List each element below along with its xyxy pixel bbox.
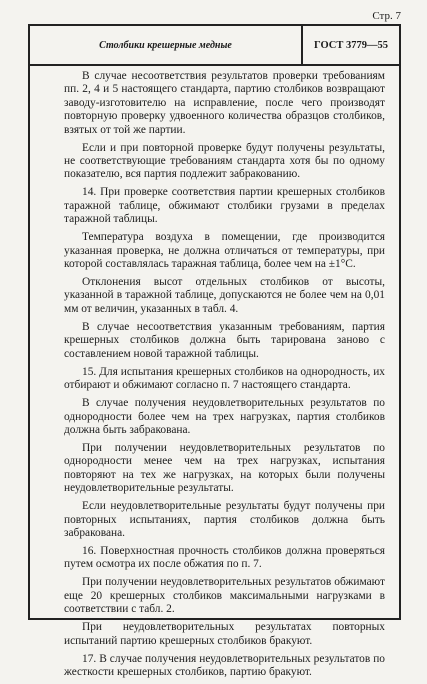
page-number: Стр. 7 [372,10,401,22]
paragraph: 14. При проверке соответствия партии крешерных столбиков таражной таблице, обжимают столбики грузами в пределах таражной таблицы. [64,186,385,226]
body-text [64,70,385,684]
paragraph: Температура воздуха в помещении, где производится указанная проверка, не должна отличаться от температуры, при которой составлялась таражная таблица, более чем на ±1°C. [64,231,385,271]
paragraph: 15. Для испытания крешерных столбиков на однородность, их отбирают и обжимают согласно п. 7 настоящего стандарта. [64,365,385,392]
paragraph: Если и при повторной проверке будут получены результаты, не соответствующие требованиям стандарта хотя бы по одному показателю, вся партия подлежит забракованию. [64,141,385,181]
paragraph: 16. Поверхностная прочность столбиков должна проверяться путем осмотра их после обжатия по п. 7. [64,544,385,571]
paragraph: В случае получения неудовлетворительных результатов по однородности более чем на трех нагрузках, партия столбиков должна быть забракована. [64,397,385,436]
header-title: Столбики крешерные медные [30,26,303,64]
paragraph: В случае несоответствия результатов проверки требованиям пп. 2, 4 и 5 настоящего стандарта, партию столбиков возвращают заводу-изготовителю на исправление, после чего производят повторную проверку удвоенного количества образцов столбиков, взятых от той же партии. [64,70,385,136]
paragraph: Отклонения высот отдельных столбиков от высоты, указанной в таражной таблице, допускаются не более чем на 0,01 мм от величин, указанных в табл. 4. [64,276,385,315]
paragraph: Если неудовлетворительные результаты будут получены при повторных испытаниях, партия столбиков должна быть забракована. [64,500,385,539]
paragraph: В случае несоответствия указанным требованиям, партия крешерных столбиков должна быть тарирована заново с составлением новой таражной таблицы. [64,320,385,360]
paragraph: 17. В случае получения неудовлетворительных результатов по жесткости крешерных столбиков, партию бракуют. [64,652,385,678]
paragraph: При получении неудовлетворительных результатов обжимают еще 20 крешерных столбиков максимальными нагрузками в соответствии с табл. 2. [64,576,385,616]
paragraph: При получении неудовлетворительных результатов по однородности менее чем на трех нагрузках, испытания повторяют на тех же нагрузках, на которых были получены неудовлетворительные результаты. [64,441,385,495]
standard-code: ГОСТ 3779—55 [314,39,388,51]
page-frame [28,24,401,678]
page-header [30,26,399,66]
paragraph: При неудовлетворительных результатах повторных испытаний партию крешерных столбиков бракуют. [64,621,385,647]
